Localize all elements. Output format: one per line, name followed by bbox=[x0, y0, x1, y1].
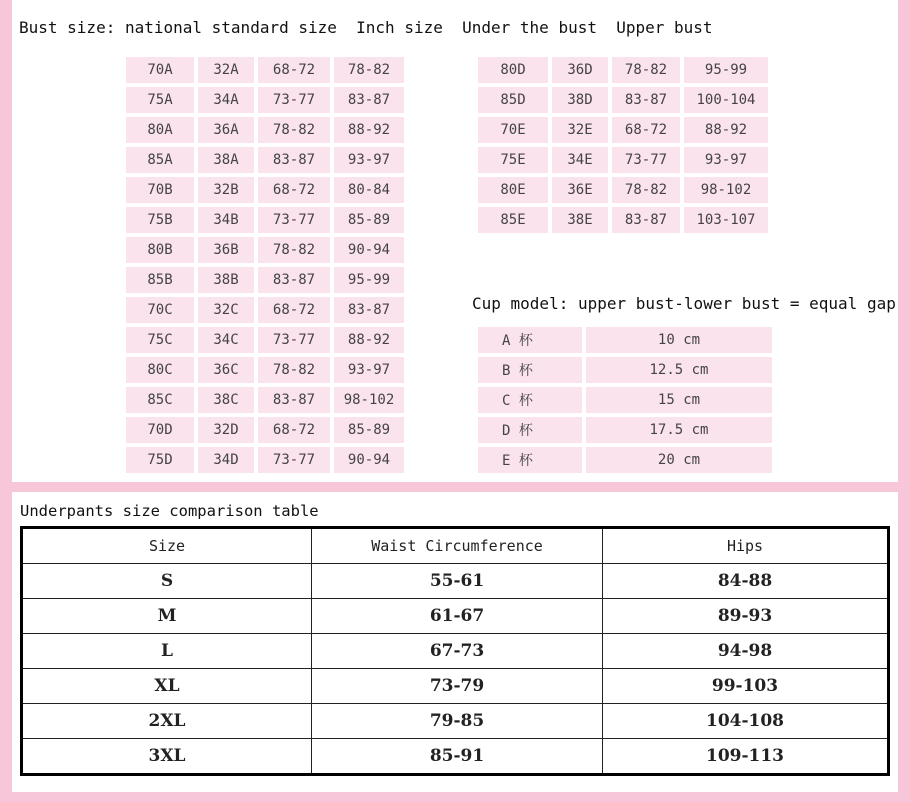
table-cell: 32E bbox=[552, 117, 612, 147]
table-cell: 84-88 bbox=[603, 564, 889, 599]
table-cell: 36B bbox=[198, 237, 258, 267]
underpants-panel bbox=[12, 492, 898, 792]
table-cell: 78-82 bbox=[258, 117, 334, 147]
table-row bbox=[126, 297, 408, 327]
table-cell: 98-102 bbox=[684, 177, 772, 207]
table-row bbox=[126, 327, 408, 357]
table-cell: 95-99 bbox=[334, 267, 408, 297]
table-cell: 79-85 bbox=[312, 704, 603, 739]
table-row bbox=[22, 564, 889, 599]
table-cell: 85-89 bbox=[334, 207, 408, 237]
table-cell: 80B bbox=[126, 237, 198, 267]
table-cell: 38C bbox=[198, 387, 258, 417]
table-cell: 15 cm bbox=[586, 387, 776, 417]
table-cell: 73-79 bbox=[312, 669, 603, 704]
table-header-row bbox=[22, 528, 889, 564]
table-cell: 34A bbox=[198, 87, 258, 117]
table-cell: 67-73 bbox=[312, 634, 603, 669]
bust-size-panel bbox=[12, 0, 898, 482]
table-cell: 32C bbox=[198, 297, 258, 327]
table-cell: 55-61 bbox=[312, 564, 603, 599]
table-cell: 95-99 bbox=[684, 57, 772, 87]
table-cell: 68-72 bbox=[258, 417, 334, 447]
table-row bbox=[478, 207, 772, 237]
table-cell: D 杯 bbox=[478, 417, 586, 447]
table-row bbox=[126, 357, 408, 387]
table-row bbox=[478, 117, 772, 147]
table-cell: 80A bbox=[126, 117, 198, 147]
table-row bbox=[22, 599, 889, 634]
table-cell: 70B bbox=[126, 177, 198, 207]
table-cell: 70A bbox=[126, 57, 198, 87]
table-cell: 88-92 bbox=[334, 327, 408, 357]
table-cell: B 杯 bbox=[478, 357, 586, 387]
table-row bbox=[22, 634, 889, 669]
table-row bbox=[22, 669, 889, 704]
table-cell: A 杯 bbox=[478, 327, 586, 357]
table-cell: 85A bbox=[126, 147, 198, 177]
table-row bbox=[126, 117, 408, 147]
table-cell: 93-97 bbox=[334, 147, 408, 177]
table-cell: 94-98 bbox=[603, 634, 889, 669]
table-cell: 75D bbox=[126, 447, 198, 477]
table-cell: 83-87 bbox=[612, 207, 684, 237]
table-cell: 109-113 bbox=[603, 739, 889, 775]
table-cell: 78-82 bbox=[612, 57, 684, 87]
table-row bbox=[126, 447, 408, 477]
table-row bbox=[126, 387, 408, 417]
table-cell: 38B bbox=[198, 267, 258, 297]
table-cell: 73-77 bbox=[612, 147, 684, 177]
table-cell: 38E bbox=[552, 207, 612, 237]
table-cell: 70C bbox=[126, 297, 198, 327]
table-cell: 88-92 bbox=[334, 117, 408, 147]
table-cell: 83-87 bbox=[258, 267, 334, 297]
table-cell: 34C bbox=[198, 327, 258, 357]
table-cell: 73-77 bbox=[258, 87, 334, 117]
table-row bbox=[478, 387, 776, 417]
table-cell: 32A bbox=[198, 57, 258, 87]
table-cell: 98-102 bbox=[334, 387, 408, 417]
table-row bbox=[478, 447, 776, 477]
table-row bbox=[126, 417, 408, 447]
table-row bbox=[126, 87, 408, 117]
table-cell: 68-72 bbox=[258, 177, 334, 207]
table-cell: 80E bbox=[478, 177, 552, 207]
table-cell: XL bbox=[22, 669, 312, 704]
table-cell: 83-87 bbox=[258, 147, 334, 177]
bust-size-table-left bbox=[126, 57, 408, 477]
table-cell: 85E bbox=[478, 207, 552, 237]
table-cell: 3XL bbox=[22, 739, 312, 775]
table-cell: 85D bbox=[478, 87, 552, 117]
table-row bbox=[478, 327, 776, 357]
table-cell: 104-108 bbox=[603, 704, 889, 739]
table-cell: 89-93 bbox=[603, 599, 889, 634]
table-cell: 75A bbox=[126, 87, 198, 117]
table-cell: 36C bbox=[198, 357, 258, 387]
table-cell: 90-94 bbox=[334, 237, 408, 267]
bust-size-table-right bbox=[478, 57, 772, 237]
table-cell: 93-97 bbox=[334, 357, 408, 387]
table-row bbox=[478, 357, 776, 387]
table-cell: 103-107 bbox=[684, 207, 772, 237]
table-cell: 73-77 bbox=[258, 447, 334, 477]
table-row bbox=[126, 207, 408, 237]
table-cell: L bbox=[22, 634, 312, 669]
column-header: Size bbox=[22, 528, 312, 564]
table-cell: 83-87 bbox=[612, 87, 684, 117]
table-row bbox=[478, 87, 772, 117]
table-cell: 38D bbox=[552, 87, 612, 117]
table-cell: 83-87 bbox=[334, 297, 408, 327]
table-cell: 70E bbox=[478, 117, 552, 147]
table-cell: 90-94 bbox=[334, 447, 408, 477]
table-cell: 99-103 bbox=[603, 669, 889, 704]
table-cell: 88-92 bbox=[684, 117, 772, 147]
table-row bbox=[126, 57, 408, 87]
table-cell: 85B bbox=[126, 267, 198, 297]
table-cell: 85-89 bbox=[334, 417, 408, 447]
table-row bbox=[126, 177, 408, 207]
table-row bbox=[126, 267, 408, 297]
table-cell: 83-87 bbox=[334, 87, 408, 117]
table-cell: S bbox=[22, 564, 312, 599]
table-cell: E 杯 bbox=[478, 447, 586, 477]
table-cell: 80-84 bbox=[334, 177, 408, 207]
underpants-size-table bbox=[20, 526, 890, 776]
table-cell: 78-82 bbox=[334, 57, 408, 87]
table-cell: 80C bbox=[126, 357, 198, 387]
table-cell: 73-77 bbox=[258, 207, 334, 237]
underpants-heading: Underpants size comparison table bbox=[20, 502, 319, 520]
table-cell: 73-77 bbox=[258, 327, 334, 357]
column-header: Waist Circumference bbox=[312, 528, 603, 564]
table-cell: 68-72 bbox=[258, 297, 334, 327]
table-cell: 34B bbox=[198, 207, 258, 237]
table-cell: 78-82 bbox=[612, 177, 684, 207]
column-header: Hips bbox=[603, 528, 889, 564]
table-cell: 68-72 bbox=[612, 117, 684, 147]
cup-model-heading: Cup model: upper bust-lower bust = equal gap bbox=[472, 294, 896, 313]
table-cell: 36D bbox=[552, 57, 612, 87]
table-cell: 80D bbox=[478, 57, 552, 87]
table-row bbox=[22, 739, 889, 775]
table-cell: 75C bbox=[126, 327, 198, 357]
table-cell: 36A bbox=[198, 117, 258, 147]
table-cell: 34D bbox=[198, 447, 258, 477]
bust-size-heading: Bust size: national standard size Inch size Under the bust Upper bust bbox=[19, 18, 713, 37]
table-cell: 17.5 cm bbox=[586, 417, 776, 447]
table-cell: 75E bbox=[478, 147, 552, 177]
table-cell: 32D bbox=[198, 417, 258, 447]
table-cell: 61-67 bbox=[312, 599, 603, 634]
table-row bbox=[126, 237, 408, 267]
table-cell: 85C bbox=[126, 387, 198, 417]
table-cell: 100-104 bbox=[684, 87, 772, 117]
table-cell: 93-97 bbox=[684, 147, 772, 177]
table-cell: 36E bbox=[552, 177, 612, 207]
table-row bbox=[478, 177, 772, 207]
table-row bbox=[22, 704, 889, 739]
table-cell: 68-72 bbox=[258, 57, 334, 87]
table-row bbox=[478, 147, 772, 177]
table-row bbox=[478, 57, 772, 87]
table-cell: 2XL bbox=[22, 704, 312, 739]
table-cell: 75B bbox=[126, 207, 198, 237]
table-cell: 32B bbox=[198, 177, 258, 207]
table-cell: 78-82 bbox=[258, 237, 334, 267]
table-cell: 78-82 bbox=[258, 357, 334, 387]
table-cell: C 杯 bbox=[478, 387, 586, 417]
table-row bbox=[126, 147, 408, 177]
table-cell: 12.5 cm bbox=[586, 357, 776, 387]
table-cell: 83-87 bbox=[258, 387, 334, 417]
table-cell: 34E bbox=[552, 147, 612, 177]
table-cell: 70D bbox=[126, 417, 198, 447]
table-cell: M bbox=[22, 599, 312, 634]
table-cell: 38A bbox=[198, 147, 258, 177]
table-row bbox=[478, 417, 776, 447]
table-cell: 85-91 bbox=[312, 739, 603, 775]
table-cell: 10 cm bbox=[586, 327, 776, 357]
table-cell: 20 cm bbox=[586, 447, 776, 477]
cup-model-table bbox=[478, 327, 776, 477]
